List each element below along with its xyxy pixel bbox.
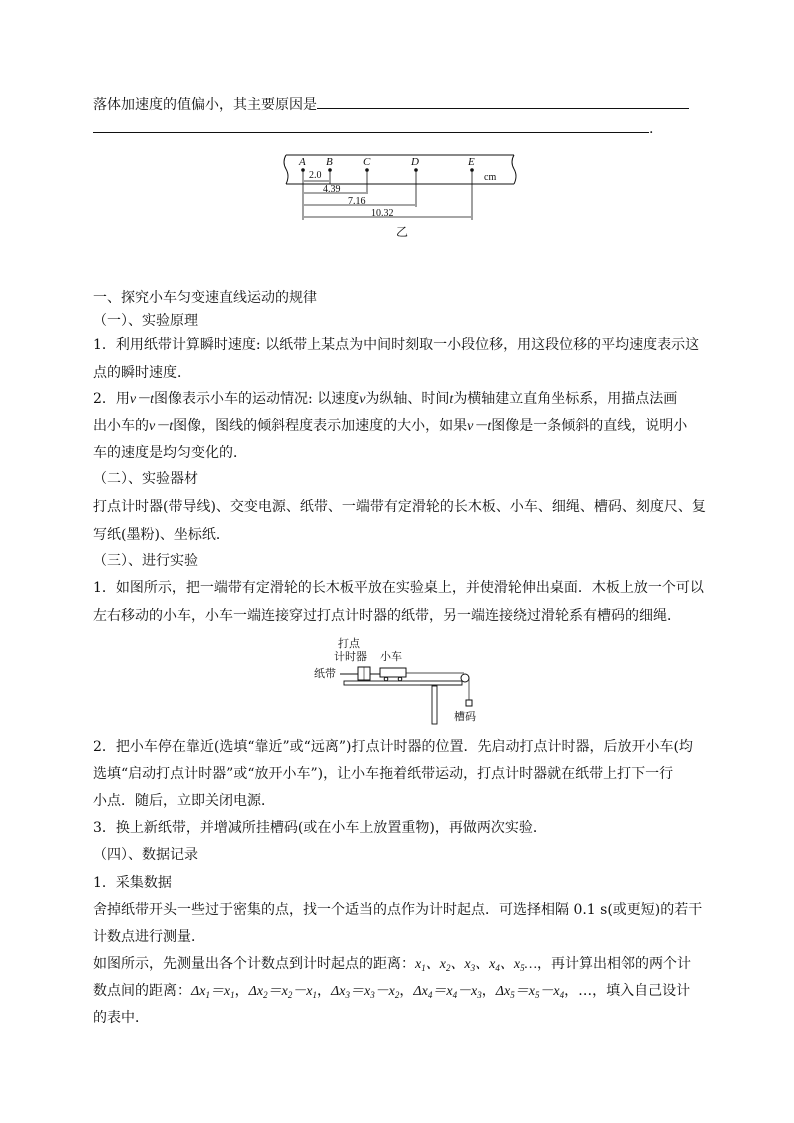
equipment-line1: 打点计时器(带导线)、交变电源、纸带、一端带有定滑轮的长木板、小车、细绳、槽码、刻度尺、复 xyxy=(93,499,706,515)
delta-equations: $\Delta x_1=x_1$，$\Delta x_2=x_2-x_1$，$\Delta x_3=x_3-x_2$，$\Delta x_4=x_4-x_3$，$\Delta x_5=x_5-x_4$ xyxy=(191,983,565,1000)
principle-p2-line3: 车的速度是均匀变化的． xyxy=(93,445,247,461)
answer-line-2 xyxy=(93,118,653,139)
equipment-line2: 写纸(墨粉)、坐标纸． xyxy=(93,527,230,543)
tape-right-tear xyxy=(512,155,516,184)
point-label-d: D xyxy=(411,156,419,168)
principle-p1-line1: 1．利用纸带计算瞬时速度: 以纸带上某点为中间时刻取一小段位移，用这段位移的平均速度表示这 xyxy=(93,337,700,353)
records-p1-line2: 计数点进行测量． xyxy=(93,929,205,945)
equipment-heading: （二）、实验器材 xyxy=(93,471,198,487)
tape-label: 纸带 xyxy=(314,668,336,680)
section-title: 一、探究小车匀变速直线运动的规律 xyxy=(93,290,317,306)
timer-label-1: 打点 xyxy=(338,638,360,650)
figure-caption: 乙 xyxy=(396,225,409,239)
dist-ae: 10.32 xyxy=(371,208,394,219)
point-label-c: C xyxy=(363,156,371,168)
cart-wheel-2 xyxy=(398,677,402,681)
answer-blank-2 xyxy=(93,118,649,133)
end-period: . xyxy=(649,121,654,137)
records-p2-line2: 数点间的距离：$\Delta x_1=x_1$，$\Delta x_2=x_2-x_1$，$\Delta x_3=x_3-x_2$，$\Delta x_4=x_4-x_3$，$\Delta x_5=x_5-x_4$，…，填入自己设计 xyxy=(93,983,691,1000)
principle-p2-line2: 出小车的v－t图像，图线的倾斜程度表示加速度的大小，如果v－t图像是一条倾斜的直线，说明小 xyxy=(93,418,688,434)
answer-blank-1 xyxy=(317,94,689,109)
vt-symbol: v－t xyxy=(149,419,174,434)
pulley xyxy=(461,674,469,682)
weight xyxy=(466,700,472,706)
procedure-s2-line2: 选填“启动打点计时器”或“放开小车”)，让小车拖着纸带运动，打点计时器就在纸带上打下一行 xyxy=(93,766,674,782)
point-label-b: B xyxy=(326,156,333,168)
weight-label: 槽码 xyxy=(454,711,476,723)
dist-ab: 2.0 xyxy=(309,170,322,181)
vt-symbol: v－t xyxy=(129,392,155,407)
dist-ac: 4.39 xyxy=(323,184,341,195)
principle-heading: （一）、实验原理 xyxy=(93,313,198,329)
procedure-s1-line1: 1．如图所示，把一端带有定滑轮的长木板平放在实验桌上，并使滑轮伸出桌面．木板上放一个可以 xyxy=(93,580,704,596)
t-symbol: t xyxy=(449,392,454,407)
records-p1-line1: 舍掉纸带开头一些过于密集的点，找一个适当的点作为计时起点．可选择相隔 0.1 s(或更短)的若干 xyxy=(93,902,703,918)
cart-wheel-1 xyxy=(384,677,388,681)
procedure-s2-line1: 2．把小车停在靠近(选填“靠近”或“远离”)打点计时器的位置．先启动打点计时器，后放开小车(均 xyxy=(93,739,693,755)
point-label-a: A xyxy=(299,156,306,168)
principle-p1-line2: 点的瞬时速度． xyxy=(93,365,191,381)
paper-tape-figure xyxy=(276,148,536,240)
records-p2-line3: 的表中． xyxy=(93,1010,149,1026)
records-sub1: 1．采集数据 xyxy=(93,875,172,891)
dist-ad: 7.16 xyxy=(348,196,366,207)
x-list: $x_1$、$x_2$、$x_3$、$x_4$、$x_5\dots$ xyxy=(415,957,538,973)
cart-label: 小车 xyxy=(380,651,402,663)
long-board xyxy=(344,681,462,685)
procedure-s1-line2: 左右移动的小车，小车一端连接穿过打点计时器的纸带，另一端连接绕过滑轮系有槽码的细绳． xyxy=(93,608,681,624)
v-symbol: v xyxy=(359,392,366,407)
records-p2-line1: 如图所示，先测量出各个计数点到计时起点的距离：$x_1$、$x_2$、$x_3$、$x_4$、$x_5\dots$，再计算出相邻的两个计 xyxy=(93,956,692,973)
principle-p2-line1: 2．用v－t图像表示小车的运动情况: 以速度v为纵轴、时间t为横轴建立直角坐标系，用描点法画 xyxy=(93,391,678,407)
procedure-heading: （三）、进行实验 xyxy=(93,553,198,569)
question-line xyxy=(93,94,689,115)
table-leg xyxy=(432,686,437,724)
vt-symbol: v－t xyxy=(467,419,492,434)
unit-label: cm xyxy=(484,172,497,183)
cart-body xyxy=(380,668,406,677)
question-text: 落体加速度的值偏小，其主要原因是 xyxy=(93,97,317,113)
records-heading: （四）、数据记录 xyxy=(93,847,198,863)
procedure-s3: 3．换上新纸带，并增减所挂槽码(或在小车上放置重物)，再做两次实验． xyxy=(93,820,547,836)
point-label-e: E xyxy=(468,156,475,168)
tape-left-tear xyxy=(284,155,288,184)
apparatus-figure xyxy=(312,636,492,726)
procedure-s2-line3: 小点．随后，立即关闭电源． xyxy=(93,793,275,809)
timer-label-2: 计时器 xyxy=(334,651,367,663)
